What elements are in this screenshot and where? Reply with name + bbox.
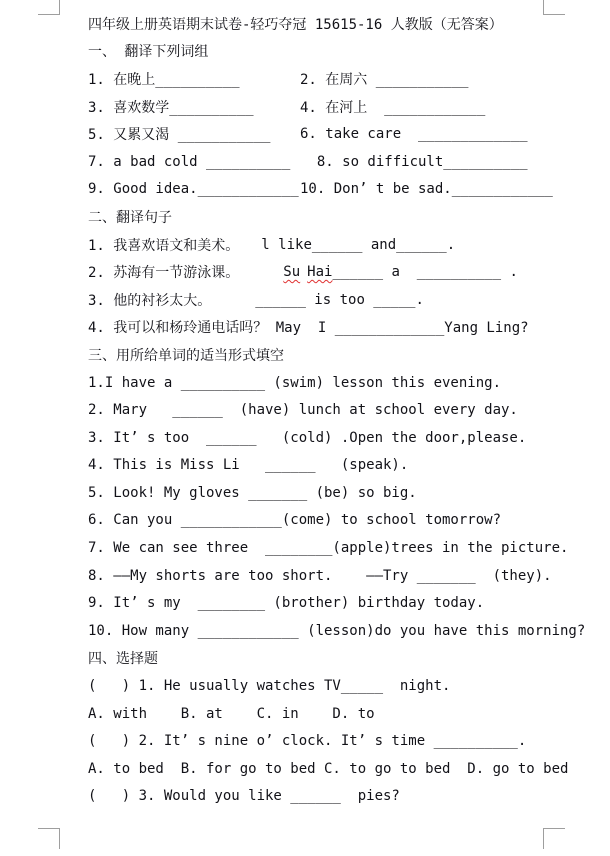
s3-line-3: 3. It’ s too ______ (cold) .Open the door,please. xyxy=(88,429,527,446)
s3-line-8: 8. ——My shorts are too short. ——Try _______ (they). xyxy=(88,567,552,584)
s1-item-9: 9. Good idea.____________ xyxy=(88,181,299,198)
misspelled-word-su: Su xyxy=(283,264,301,281)
s4-question-1: ( ) 1. He usually watches TV_____ night. xyxy=(88,678,451,695)
s1-item-2: 2. 在周六 ___________ xyxy=(300,71,469,88)
s3-line-2: 2. Mary ______ (have) lunch at school every day. xyxy=(88,402,518,419)
s4-options-2: A. to bed B. for go to bed C. to go to bed D. go to bed xyxy=(88,760,569,777)
s2-line-2-english xyxy=(283,264,518,280)
s2-line-2-chinese: 2. 苏海有一节游泳课。 xyxy=(88,265,240,282)
s3-line-4: 4. This is Miss Li ______ (speak). xyxy=(88,457,409,474)
s2-line-1-english: l like______ and______. xyxy=(261,236,456,253)
s2-line-3-english: ______ is too _____. xyxy=(255,291,424,308)
s4-question-2: ( ) 2. It’ s nine o’ clock. It’ s time __________. xyxy=(88,733,527,750)
s1-item-4: 4. 在河上 ____________ xyxy=(300,99,486,116)
s1-item-5: 5. 又累又渴 ___________ xyxy=(88,127,271,144)
s2-line-3-chinese: 3. 他的衬衫太大。 xyxy=(88,292,212,309)
crop-mark-bottom-left-icon xyxy=(38,828,60,849)
section-1-heading: 一、 翻译下列词组 xyxy=(88,44,209,61)
s4-question-3: ( ) 3. Would you like ______ pies? xyxy=(88,788,400,805)
s1-row-3 xyxy=(88,120,590,148)
s1-item-3: 3. 喜欢数学__________ xyxy=(88,99,254,116)
s3-line-9: 9. It’ s my ________ (brother) birthday today. xyxy=(88,595,485,612)
s3-line-7: 7. We can see three ________(apple)trees in the picture. xyxy=(88,540,569,557)
s1-row-2 xyxy=(88,93,590,121)
s1-item-6: 6. take care _____________ xyxy=(300,126,528,143)
s2-line-1-chinese: 1. 我喜欢语文和美术。 xyxy=(88,237,240,254)
s1-item-8: 8. so difficult__________ xyxy=(300,153,528,170)
document-content xyxy=(88,10,590,810)
s1-row-4 xyxy=(88,148,590,176)
s1-row-1 xyxy=(88,65,590,93)
s2-line-2 xyxy=(88,258,590,286)
section-2-heading: 二、翻译句子 xyxy=(88,209,172,226)
crop-mark-bottom-right-icon xyxy=(543,828,565,849)
s1-item-10: 10. Don’ t be sad.____________ xyxy=(300,181,553,198)
crop-mark-top-left-icon xyxy=(38,0,60,15)
s2-line-2-blanks: ______ a __________ . xyxy=(332,264,518,281)
s3-line-6: 6. Can you ____________(come) to school tomorrow? xyxy=(88,512,502,529)
s3-line-1: 1.I have a __________ (swim) lesson this evening. xyxy=(88,374,502,391)
s4-options-1: A. with B. at C. in D. to xyxy=(88,705,375,722)
exam-title: 四年级上册英语期末试卷-轻巧夺冠 15615-16 人教版（无答案） xyxy=(88,16,503,33)
s1-item-7: 7. a bad cold __________ xyxy=(88,153,291,170)
section-3-heading: 三、用所给单词的适当形式填空 xyxy=(88,347,284,364)
s3-line-5: 5. Look! My gloves _______ (be) so big. xyxy=(88,484,417,501)
s2-line-4: 4. 我可以和杨玲通电话吗？ May I _____________Yang Ling? xyxy=(88,320,529,337)
s2-line-1 xyxy=(88,231,590,259)
misspelled-word-hai: Hai xyxy=(307,264,333,281)
s1-row-5 xyxy=(88,176,590,204)
s2-line-3 xyxy=(88,286,590,314)
s1-item-1: 1. 在晚上__________ xyxy=(88,71,240,88)
section-4-heading: 四、选择题 xyxy=(88,651,158,668)
s3-line-10: 10. How many ____________ (lesson)do you have this morning? xyxy=(88,622,586,639)
